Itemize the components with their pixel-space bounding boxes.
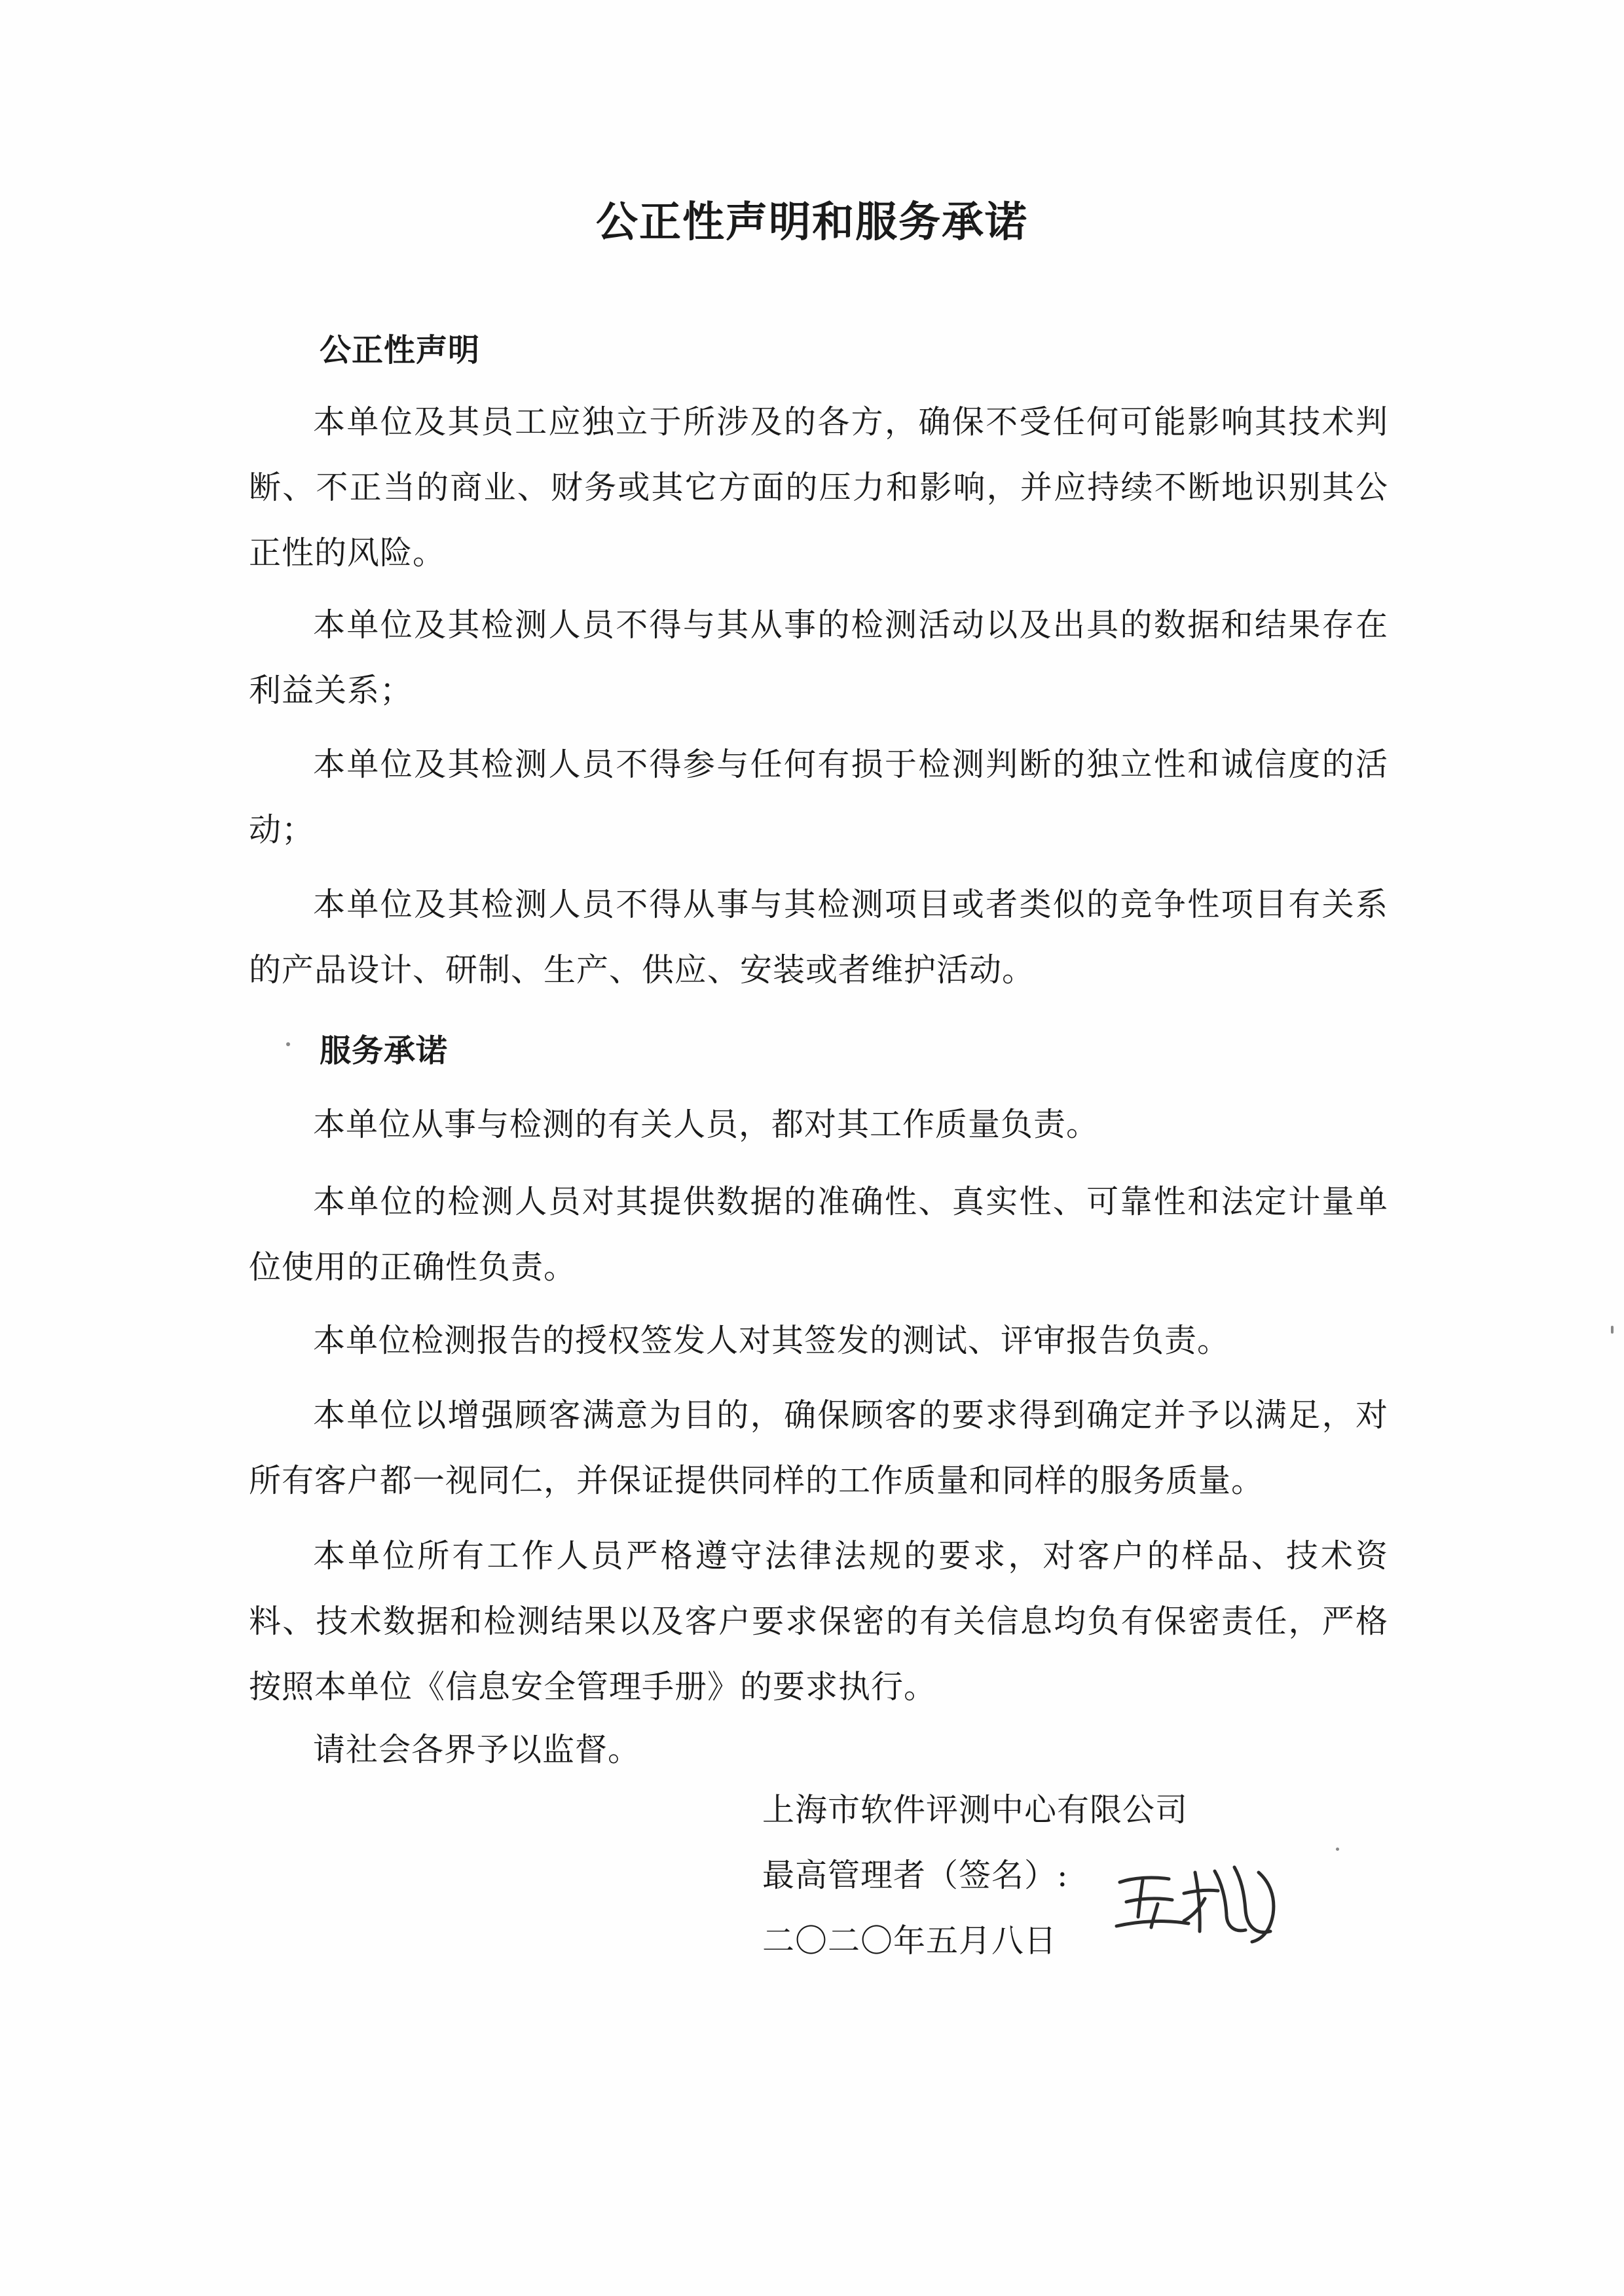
paragraph: 请社会各界予以监督。 [313, 1731, 641, 1768]
handwritten-signature [1107, 1853, 1297, 1951]
paragraph: 本单位从事与检测的有关人员，都对其工作质量负责。 [313, 1106, 1099, 1143]
signer-label: 最高管理者（签名）: [762, 1857, 1069, 1894]
page-title: 公正性声明和服务承诺 [596, 198, 1028, 247]
scan-speck [1336, 1848, 1339, 1851]
scan-speck [1611, 1326, 1614, 1334]
paragraph: 本单位所有工作人员严格遵守法律法规的要求，对客户的样品、技术资料、技术数据和检测结果以及客户要求保密的有关信息均负有保密责任，严格按照本单位《信息安全管理手册》的要求执行。 [249, 1537, 1388, 1705]
paragraph: 本单位的检测人员对其提供数据的准确性、真实性、可靠性和法定计量单位使用的正确性负责。 [249, 1183, 1388, 1286]
paragraph: 本单位及其检测人员不得参与任何有损于检测判断的独立性和诚信度的活动； [249, 746, 1388, 848]
section-heading-impartiality: 公正性声明 [320, 332, 481, 369]
scan-speck [286, 1042, 290, 1046]
paragraph: 本单位检测报告的授权签发人对其签发的测试、评审报告负责。 [313, 1322, 1230, 1359]
section-heading-service-commitment: 服务承诺 [320, 1032, 449, 1069]
paragraph: 本单位及其检测人员不得从事与其检测项目或者类似的竞争性项目有关系的产品设计、研制、生产、供应、安装或者维护活动。 [249, 886, 1388, 989]
paragraph: 本单位以增强顾客满意为目的，确保顾客的要求得到确定并予以满足，对所有客户都一视同仁，并保证提供同样的工作质量和同样的服务质量。 [249, 1396, 1388, 1499]
signature-date: 二〇二〇年五月八日 [762, 1922, 1058, 1959]
paragraph: 本单位及其员工应独立于所涉及的各方，确保不受任何可能影响其技术判断、不正当的商业、财务或其它方面的压力和影响，并应持续不断地识别其公正性的风险。 [249, 403, 1388, 572]
paragraph: 本单位及其检测人员不得与其从事的检测活动以及出具的数据和结果存在利益关系； [249, 606, 1388, 709]
organization-name: 上海市软件评测中心有限公司 [762, 1791, 1189, 1829]
